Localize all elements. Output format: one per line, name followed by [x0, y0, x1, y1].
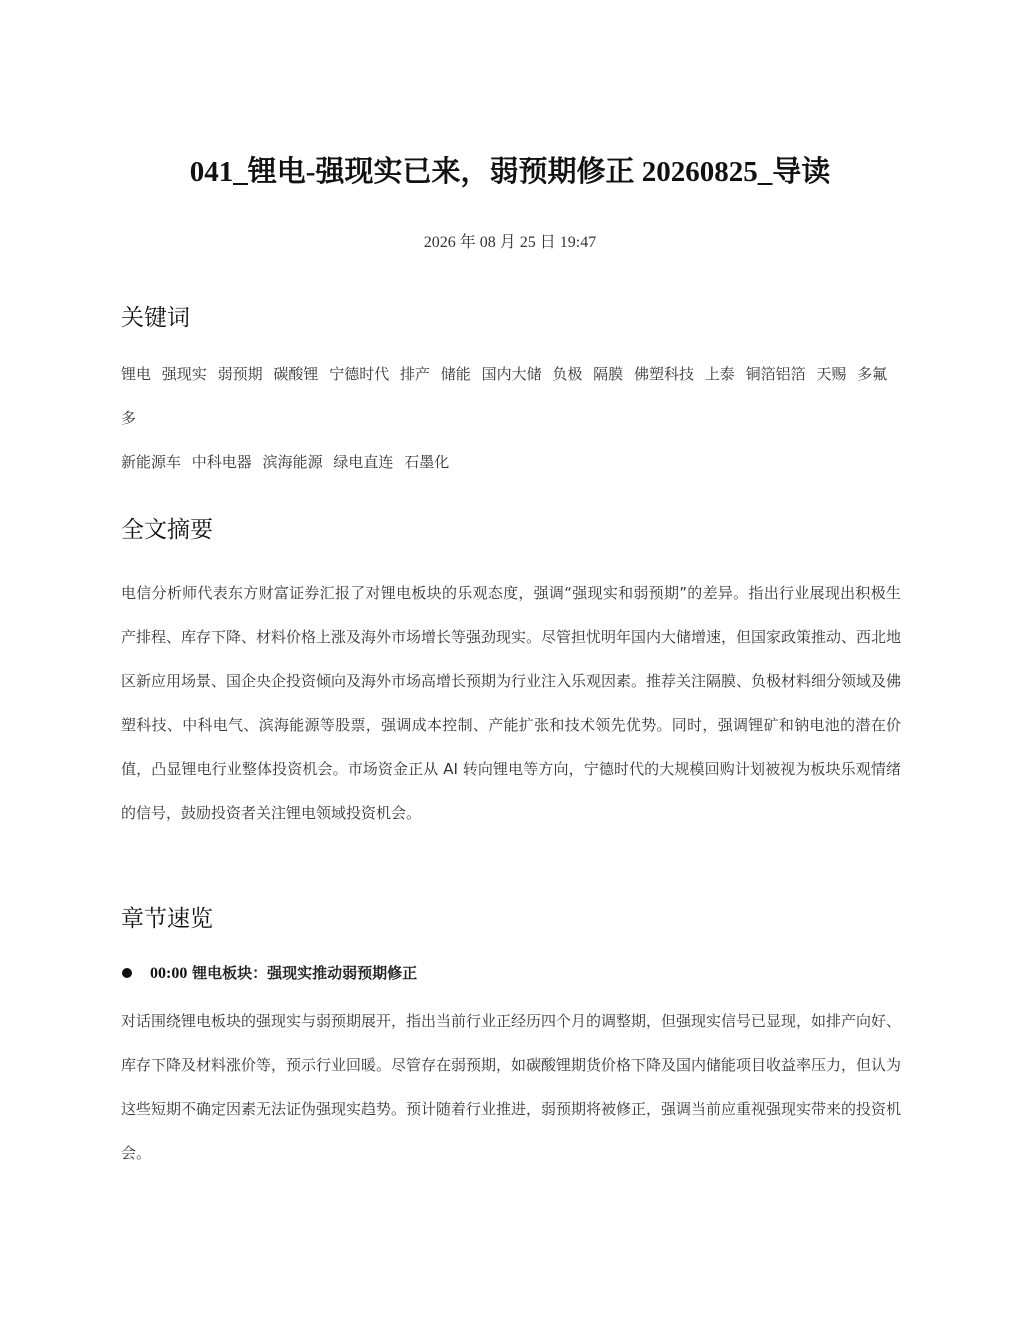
keyword: 碳酸锂: [273, 365, 319, 383]
keyword: 隔膜: [593, 365, 624, 383]
keyword: 铜箔铝箔: [745, 365, 806, 383]
keyword: 弱预期: [217, 365, 263, 383]
document-date: 2026 年 08 月 25 日 19:47: [423, 234, 597, 251]
keywords-list: [121, 352, 901, 484]
summary-text: 电信分析师代表东方财富证券汇报了对锂电板块的乐观态度，强调“强现实和弱预期”的差异。指出行业展现出积极生产排程、库存下降、材料价格上涨及海外市场增长等强劲现实。尽管担忧明年国内大储增速，但国家政策推动、西北地区新应用场景、国企央企投资倾向及海外市场高增长预期为行业注入乐观因素。推荐关注隔膜、负极材料细分领域及佛塑科技、中科电气、滨海能源等股票，强调成本控制、产能扩张和技术领先优势。同时，强调锂矿和钠电池的潜在价值，凸显锂电行业整体投资机会。市场资金正从 AI 转向锂电等方向，宁德时代的大规模回购计划被视为板块乐观情绪的信号，鼓励投资者关注锂电领域投资机会。: [121, 584, 902, 822]
keyword: 负极: [552, 365, 583, 383]
summary-heading: 全文摘要: [121, 517, 213, 543]
keyword: 滨海能源: [262, 453, 323, 471]
document-title: 041_锂电-强现实已来，弱预期修正 20260825_导读: [189, 156, 831, 188]
bullet-icon: [122, 968, 132, 978]
keyword: 佛塑科技: [633, 365, 694, 383]
keyword: 石墨化: [404, 453, 450, 471]
keyword: 上泰: [704, 365, 735, 383]
chapter-body: 对话围绕锂电板块的强现实与弱预期展开，指出当前行业正经历四个月的调整期，但强现实信号已显现，如排产向好、库存下降及材料涨价等，预示行业回暖。尽管存在弱预期，如碳酸锂期货价格下降及国内储能项目收益率压力，但认为这些短期不确定因素无法证伪强现实趋势。预计随着行业推进，弱预期将被修正，强调当前应重视强现实带来的投资机会。: [121, 1012, 902, 1162]
keyword: 多氟多: [121, 365, 888, 427]
chapter-timestamp: 00:00: [150, 965, 188, 982]
keyword: 锂电: [121, 365, 152, 383]
keyword: 新能源车: [121, 453, 182, 471]
chapters-section: [121, 903, 901, 1175]
keywords-section: [121, 302, 901, 484]
keyword: 中科电器: [191, 453, 252, 471]
chapters-heading: 章节速览: [121, 906, 213, 932]
chapter-item: [121, 962, 901, 985]
chapter-title: 锂电板块：强现实推动弱预期修正: [192, 964, 418, 982]
keyword: 国内大储: [481, 365, 542, 383]
summary-section: [121, 514, 901, 835]
keyword: 储能: [440, 365, 471, 383]
keyword: 宁德时代: [329, 365, 390, 383]
keyword: 排产: [399, 365, 430, 383]
keyword: 天赐: [816, 365, 847, 383]
keyword: 绿电直连: [333, 453, 394, 471]
keyword: 强现实: [161, 365, 207, 383]
keywords-heading: 关键词: [121, 305, 190, 331]
